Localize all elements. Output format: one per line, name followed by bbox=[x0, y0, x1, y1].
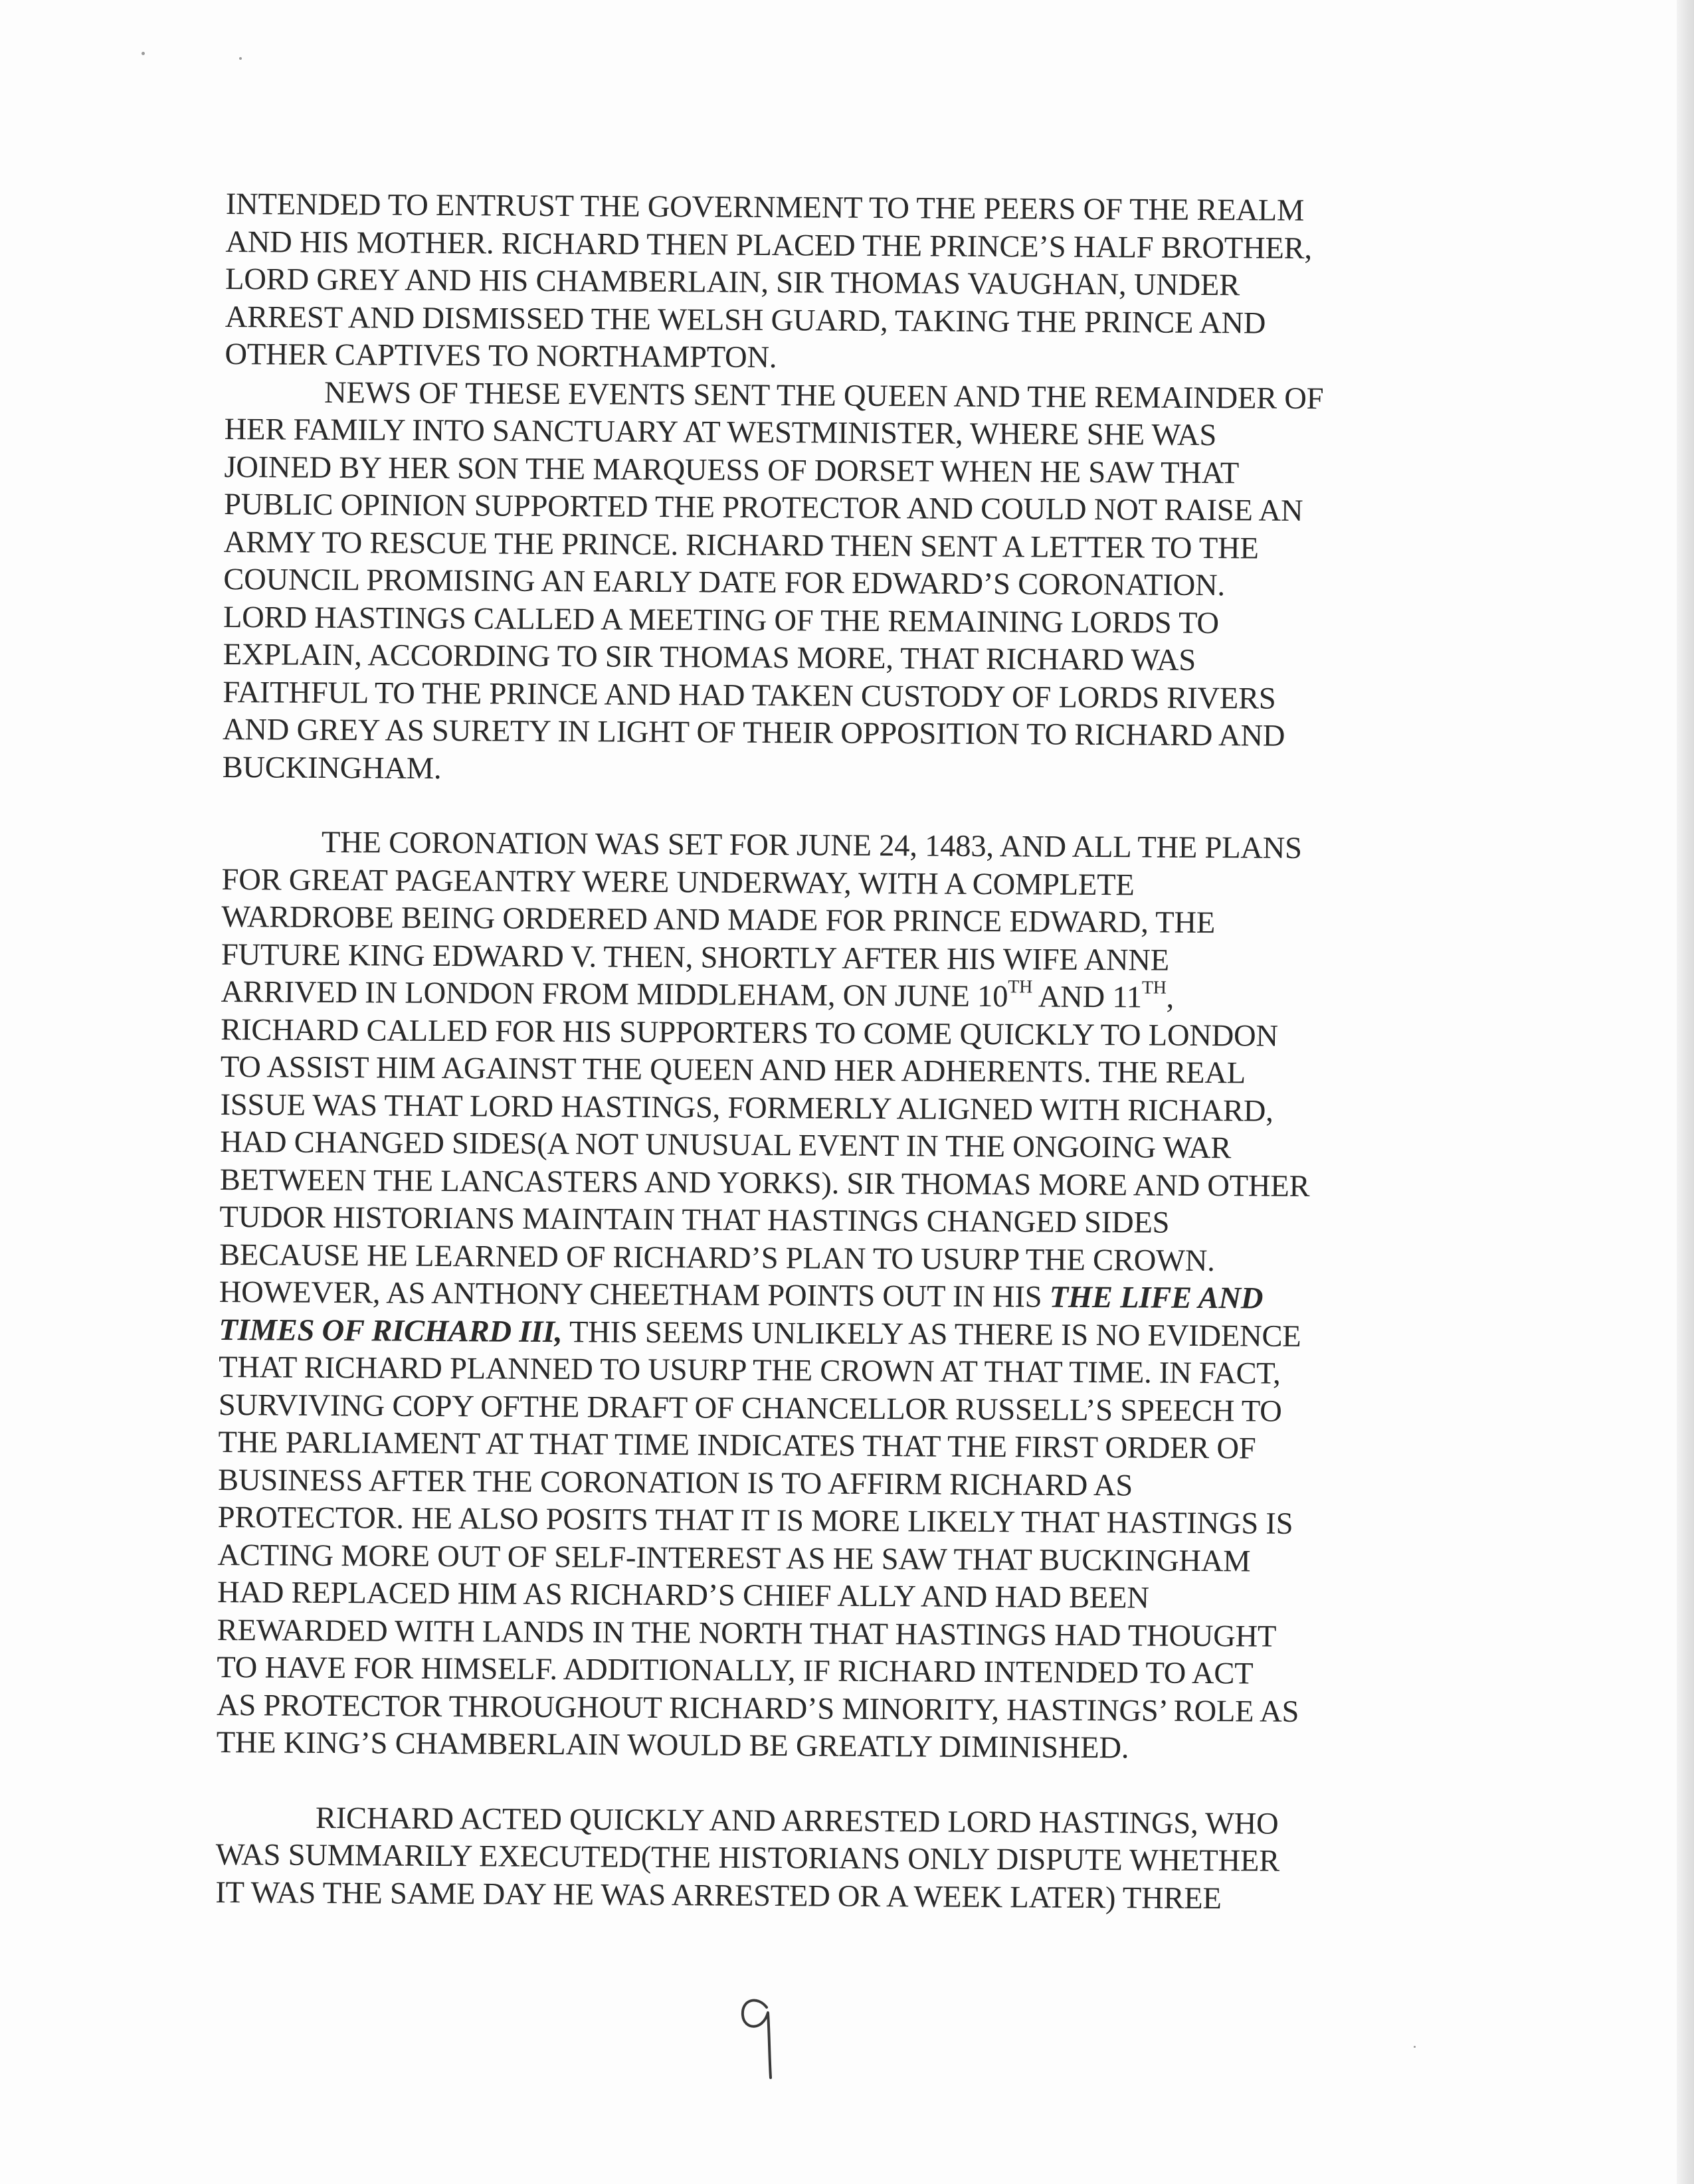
text-line: ISSUE WAS THAT LORD HASTINGS, FORMERLY ALIGNED WITH RICHARD, bbox=[220, 1087, 1273, 1129]
scan-edge-shadow bbox=[1677, 0, 1694, 2184]
text-fragment: THIS SEEMS UNLIKELY AS THERE IS NO EVIDENCE bbox=[562, 1315, 1301, 1354]
text-line: AND GREY AS SURETY IN LIGHT OF THEIR OPPOSITION TO RICHARD AND bbox=[222, 712, 1285, 753]
text-line: FUTURE KING EDWARD V. THEN, SHORTLY AFTER HIS WIFE ANNE bbox=[221, 937, 1170, 978]
text-line: THE PARLIAMENT AT THAT TIME INDICATES THAT THE FIRST ORDER OF bbox=[218, 1425, 1256, 1466]
text-line: NEWS OF THESE EVENTS SENT THE QUEEN AND THE REMAINDER OF bbox=[324, 375, 1324, 416]
text-fragment: AND 11 bbox=[1032, 980, 1142, 1015]
paragraph-4 bbox=[215, 1799, 1438, 1919]
text-line: TO ASSIST HIM AGAINST THE QUEEN AND HER ADHERENTS. THE REAL bbox=[220, 1049, 1246, 1091]
text-line: THE KING’S CHAMBERLAIN WOULD BE GREATLY DIMINISHED. bbox=[216, 1725, 1129, 1766]
text-line: THE CORONATION WAS SET FOR JUNE 24, 1483, AND ALL THE PLANS bbox=[321, 825, 1302, 865]
text-fragment: , bbox=[1166, 980, 1175, 1015]
text-line-with-superscripts bbox=[221, 974, 1443, 1019]
text-line: WAS SUMMARILY EXECUTED(THE HISTORIANS ONLY DISPUTE WHETHER bbox=[215, 1837, 1280, 1878]
text-line: REWARDED WITH LANDS IN THE NORTH THAT HASTINGS HAD THOUGHT bbox=[217, 1613, 1277, 1654]
text-line: COUNCIL PROMISING AN EARLY DATE FOR EDWARD’S CORONATION. bbox=[223, 562, 1226, 603]
text-line: EXPLAIN, ACCORDING TO SIR THOMAS MORE, THAT RICHARD WAS bbox=[223, 637, 1196, 678]
text-line: JOINED BY HER SON THE MARQUESS OF DORSET WHEN HE SAW THAT bbox=[224, 450, 1240, 490]
text-line: BETWEEN THE LANCASTERS AND YORKS). SIR THOMAS MORE AND OTHER bbox=[219, 1162, 1310, 1204]
text-line: BUCKINGHAM. bbox=[222, 750, 442, 786]
body-text bbox=[215, 186, 1448, 1919]
text-line: THAT RICHARD PLANNED TO USURP THE CROWN AT THAT TIME. IN FACT, bbox=[218, 1350, 1281, 1391]
paragraph-1 bbox=[225, 186, 1448, 381]
text-line: RICHARD ACTED QUICKLY AND ARRESTED LORD HASTINGS, WHO bbox=[315, 1801, 1279, 1841]
text-line: HAD CHANGED SIDES(A NOT UNUSUAL EVENT IN THE ONGOING WAR bbox=[220, 1125, 1232, 1166]
text-line: LORD GREY AND HIS CHAMBERLAIN, SIR THOMAS VAUGHAN, UNDER bbox=[225, 262, 1240, 303]
text-fragment: HOWEVER, AS ANTHONY CHEETHAM POINTS OUT IN HIS bbox=[219, 1275, 1050, 1315]
text-line: PUBLIC OPINION SUPPORTED THE PROTECTOR AND COULD NOT RAISE AN bbox=[223, 487, 1303, 528]
book-title: TIMES OF RICHARD III, bbox=[219, 1313, 563, 1349]
book-title: THE LIFE AND bbox=[1049, 1280, 1264, 1316]
scan-speck bbox=[1414, 2046, 1416, 2048]
paragraph-3 bbox=[217, 824, 1445, 1770]
text-line: WARDROBE BEING ORDERED AND MADE FOR PRINCE EDWARD, THE bbox=[221, 899, 1216, 941]
text-line: HER FAMILY INTO SANCTUARY AT WESTMINISTER, WHERE SHE WAS bbox=[224, 412, 1217, 453]
text-line: IT WAS THE SAME DAY HE WAS ARRESTED OR A WEEK LATER) THREE bbox=[215, 1875, 1222, 1916]
text-fragment: ARRIVED IN LONDON FROM MIDDLEHAM, ON JUNE 10 bbox=[221, 974, 1008, 1014]
superscript: TH bbox=[1008, 976, 1033, 998]
text-line: ARMY TO RESCUE THE PRINCE. RICHARD THEN SENT A LETTER TO THE bbox=[223, 525, 1259, 566]
paragraph-2 bbox=[222, 373, 1447, 794]
text-line: INTENDED TO ENTRUST THE GOVERNMENT TO THE PEERS OF THE REALM bbox=[225, 187, 1305, 228]
handwritten-page-number bbox=[737, 1993, 777, 2086]
text-line: ACTING MORE OUT OF SELF-INTEREST AS HE SAW THAT BUCKINGHAM bbox=[217, 1538, 1251, 1578]
text-line: AS PROTECTOR THROUGHOUT RICHARD’S MINORITY, HASTINGS’ ROLE AS bbox=[216, 1688, 1299, 1729]
text-line: HAD REPLACED HIM AS RICHARD’S CHIEF ALLY AND HAD BEEN bbox=[217, 1575, 1149, 1615]
text-line: RICHARD CALLED FOR HIS SUPPORTERS TO COME QUICKLY TO LONDON bbox=[221, 1012, 1279, 1053]
text-line: AND HIS MOTHER. RICHARD THEN PLACED THE PRINCE’S HALF BROTHER, bbox=[225, 225, 1313, 266]
superscript: TH bbox=[1141, 977, 1167, 998]
text-line: ARREST AND DISMISSED THE WELSH GUARD, TAKING THE PRINCE AND bbox=[225, 300, 1266, 341]
text-line: TO HAVE FOR HIMSELF. ADDITIONALLY, IF RICHARD INTENDED TO ACT bbox=[217, 1650, 1254, 1691]
text-line: FAITHFUL TO THE PRINCE AND HAD TAKEN CUSTODY OF LORDS RIVERS bbox=[223, 675, 1276, 716]
text-line: LORD HASTINGS CALLED A MEETING OF THE REMAINING LORDS TO bbox=[223, 600, 1219, 640]
scan-speck bbox=[141, 52, 145, 55]
text-line: FOR GREAT PAGEANTRY WERE UNDERWAY, WITH A COMPLETE bbox=[221, 862, 1135, 902]
text-line-with-book-title bbox=[219, 1274, 1442, 1319]
text-line: BUSINESS AFTER THE CORONATION IS TO AFFIRM RICHARD AS bbox=[217, 1463, 1133, 1502]
text-line: TUDOR HISTORIANS MAINTAIN THAT HASTINGS CHANGED SIDES bbox=[219, 1200, 1170, 1240]
text-line: OTHER CAPTIVES TO NORTHAMPTON. bbox=[225, 337, 777, 375]
text-line: BECAUSE HE LEARNED OF RICHARD’S PLAN TO USURP THE CROWN. bbox=[219, 1237, 1215, 1278]
scan-speck bbox=[239, 57, 242, 60]
text-line: PROTECTOR. HE ALSO POSITS THAT IT IS MORE LIKELY THAT HASTINGS IS bbox=[217, 1500, 1293, 1541]
text-line: SURVIVING COPY OFTHE DRAFT OF CHANCELLOR RUSSELL’S SPEECH TO bbox=[218, 1388, 1282, 1429]
